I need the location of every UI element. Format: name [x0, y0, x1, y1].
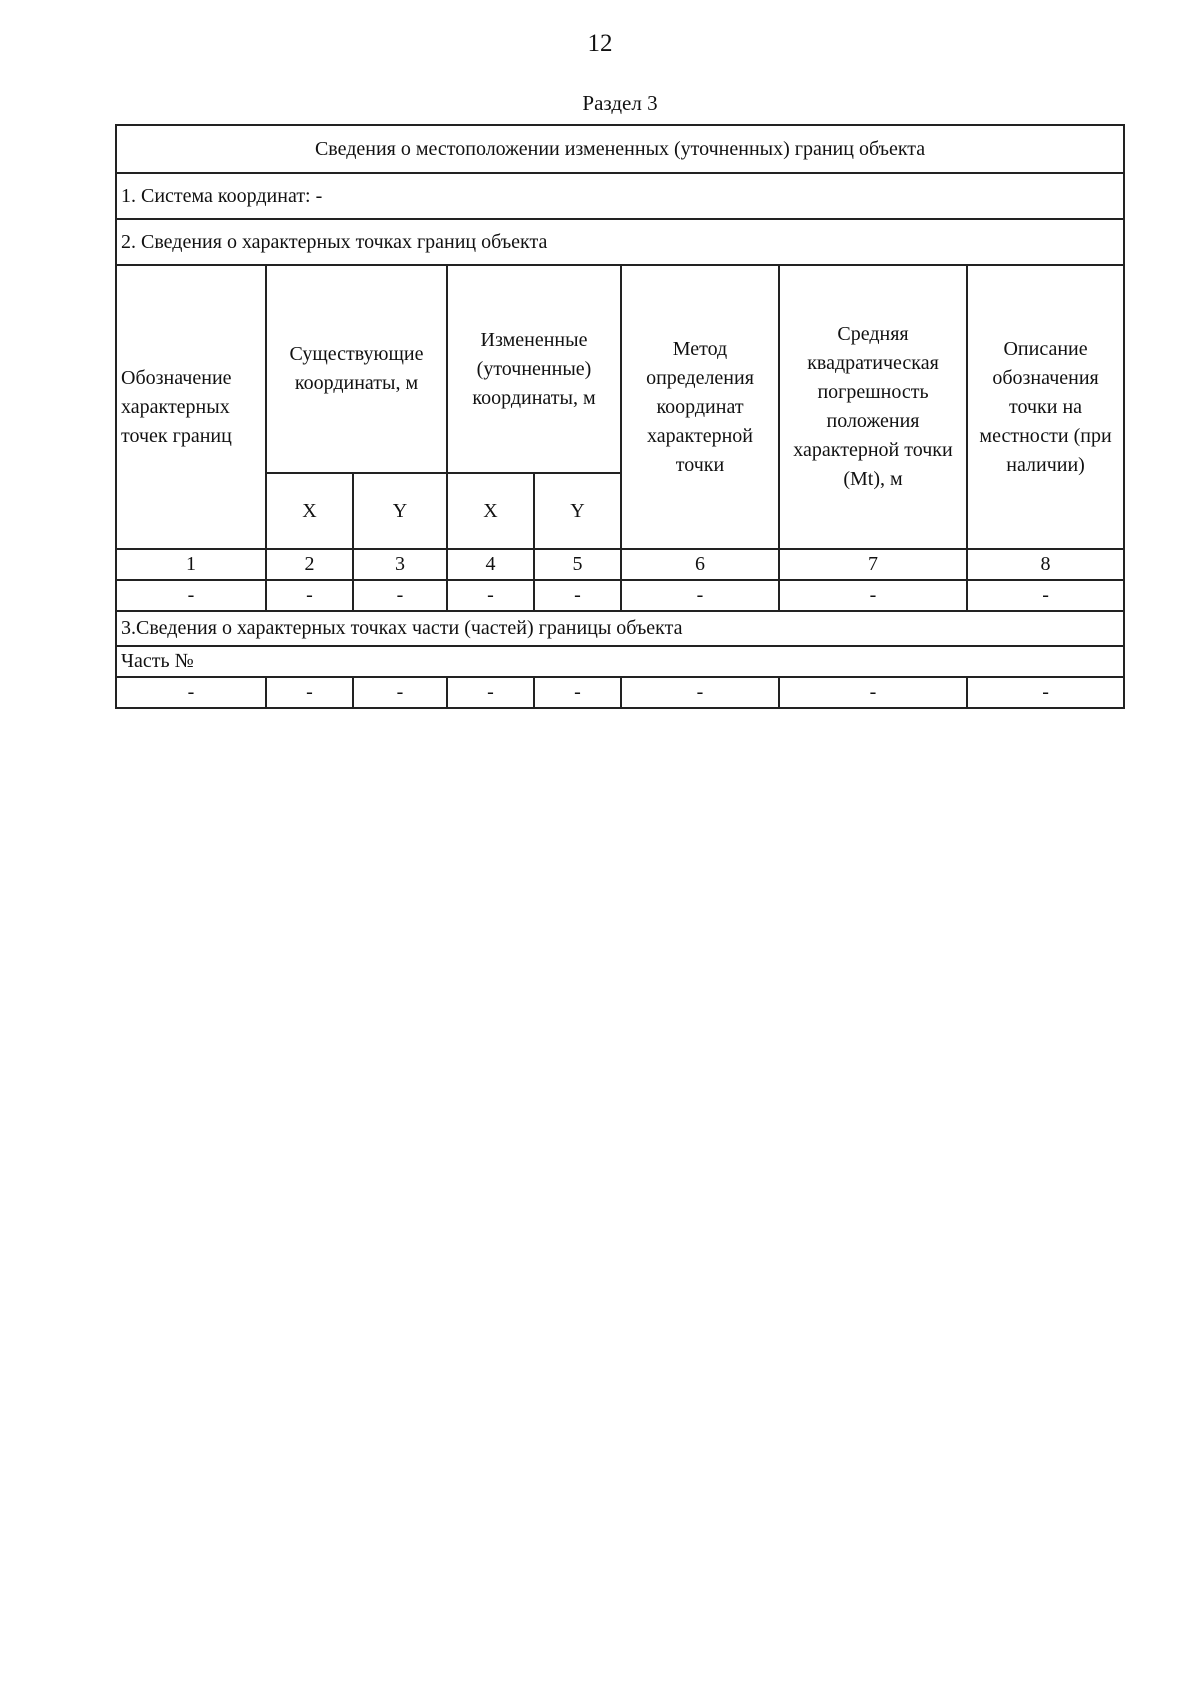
header-designation: Обозначение характерных точек границ: [116, 265, 266, 549]
column-number: 5: [534, 549, 621, 580]
table-cell: -: [266, 677, 353, 708]
table-cell: -: [266, 580, 353, 611]
column-number: 1: [116, 549, 266, 580]
table-cell: -: [621, 677, 779, 708]
table-cell: -: [353, 677, 447, 708]
header-changed-x: X: [447, 473, 534, 549]
coord-system: 1. Система координат: -: [116, 173, 1124, 219]
column-number: 3: [353, 549, 447, 580]
table-cell: -: [116, 580, 266, 611]
header-method: Метод определения координат характерной точки: [621, 265, 779, 549]
parts-heading-row: [116, 611, 1124, 646]
table-cell: -: [447, 580, 534, 611]
boundary-points-table: [115, 124, 1125, 709]
header-row-1: [116, 265, 1124, 473]
header-error: Средняя квадратическая погрешность положения характерной точки (Mt), м: [779, 265, 967, 549]
column-number: 8: [967, 549, 1124, 580]
points-heading: 2. Сведения о характерных точках границ объекта: [116, 219, 1124, 265]
table-cell: -: [967, 580, 1124, 611]
page-number: 12: [587, 30, 613, 57]
header-existing-coords: Существующие координаты, м: [266, 265, 447, 473]
header-description: Описание обозначения точки на местности (при наличии): [967, 265, 1124, 549]
header-changed-coords: Измененные (уточненные) координаты, м: [447, 265, 621, 473]
header-existing-y: Y: [353, 473, 447, 549]
points-heading-row: [116, 219, 1124, 265]
table-cell: -: [779, 677, 967, 708]
table-cell: -: [967, 677, 1124, 708]
table-title-row: [116, 125, 1124, 173]
column-numbers-row: [116, 549, 1124, 580]
section-title: Раздел 3: [582, 91, 658, 115]
table-title: Сведения о местоположении измененных (уточненных) границ объекта: [116, 125, 1124, 173]
table-cell: -: [534, 677, 621, 708]
table-cell: -: [447, 677, 534, 708]
table-cell: -: [353, 580, 447, 611]
table-row: [116, 580, 1124, 611]
part-label: Часть №: [116, 646, 1124, 677]
parts-heading: 3.Сведения о характерных точках части (частей) границы объекта: [116, 611, 1124, 646]
coord-system-row: [116, 173, 1124, 219]
table-cell: -: [779, 580, 967, 611]
table-row: [116, 677, 1124, 708]
part-label-row: [116, 646, 1124, 677]
column-number: 2: [266, 549, 353, 580]
header-existing-x: X: [266, 473, 353, 549]
header-changed-y: Y: [534, 473, 621, 549]
table-cell: -: [116, 677, 266, 708]
column-number: 7: [779, 549, 967, 580]
table-cell: -: [534, 580, 621, 611]
column-number: 4: [447, 549, 534, 580]
table-cell: -: [621, 580, 779, 611]
column-number: 6: [621, 549, 779, 580]
